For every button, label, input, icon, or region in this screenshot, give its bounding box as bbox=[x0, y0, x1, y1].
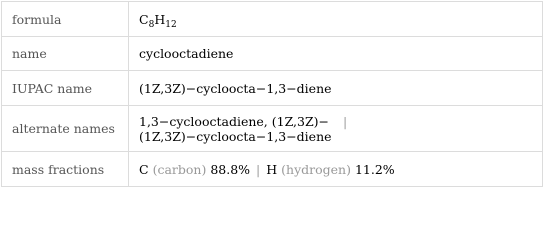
name-row bbox=[2, 37, 543, 71]
mass-fractions-separator: | bbox=[256, 161, 261, 177]
formula-label: formula bbox=[2, 2, 129, 37]
alternate-name-line-2 bbox=[139, 129, 532, 144]
mass-fractions-label: mass fractions bbox=[2, 152, 129, 187]
alternate-names-value bbox=[129, 106, 543, 152]
iupac-label: IUPAC name bbox=[2, 71, 129, 106]
alternate-names-row bbox=[2, 106, 543, 152]
name-label: name bbox=[2, 37, 129, 71]
formula-element-c: C bbox=[139, 11, 149, 27]
hydrogen-percent: 11.2% bbox=[354, 161, 395, 177]
carbon-percent: 88.8% bbox=[210, 161, 251, 177]
alternate-name-line-1 bbox=[139, 114, 532, 129]
alternate-names-separator: | bbox=[343, 113, 348, 129]
formula-subscript-c: 8 bbox=[148, 19, 155, 30]
carbon-symbol: C bbox=[139, 161, 149, 177]
formula-element-h: H bbox=[154, 11, 166, 27]
name-value: cyclooctadiene bbox=[129, 37, 543, 71]
hydrogen-symbol: H bbox=[266, 161, 278, 177]
alternate-names-label: alternate names bbox=[2, 106, 129, 152]
hydrogen-name: (hydrogen) bbox=[281, 161, 351, 177]
mass-fractions-value bbox=[129, 152, 543, 187]
iupac-row bbox=[2, 71, 543, 106]
carbon-name: (carbon) bbox=[152, 161, 207, 177]
formula-subscript-h: 12 bbox=[165, 19, 177, 30]
properties-table bbox=[1, 1, 543, 187]
formula-row bbox=[2, 2, 543, 37]
alternate-name-1: 1,3−cyclooctadiene, (1Z,3Z)− bbox=[139, 113, 329, 129]
mass-fractions-row bbox=[2, 152, 543, 187]
alternate-name-2: (1Z,3Z)−cycloocta−1,3−diene bbox=[139, 128, 332, 144]
formula-value bbox=[129, 2, 543, 37]
iupac-value: (1Z,3Z)−cycloocta−1,3−diene bbox=[129, 71, 543, 106]
